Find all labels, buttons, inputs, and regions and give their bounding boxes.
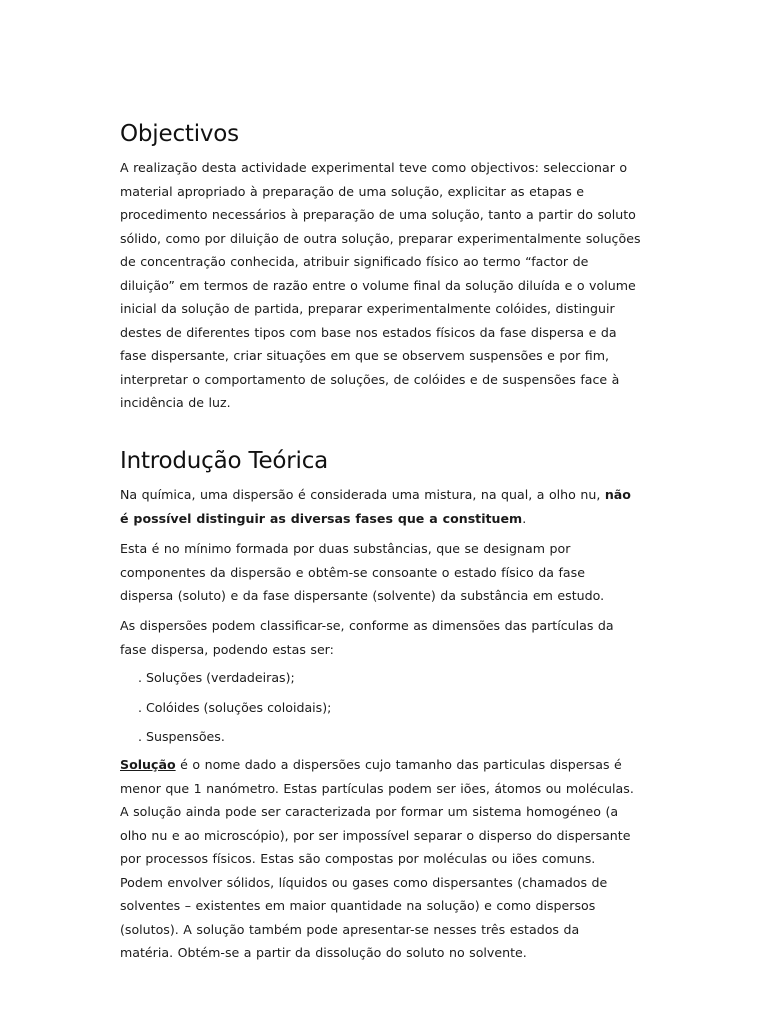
text-line: dispersa (soluto) e da fase dispersante (solvente) da substância em estudo.	[120, 588, 605, 603]
text-line: inicial da solução de partida, preparar experimentalmente colóides, distinguir	[120, 301, 615, 316]
text-run: .	[522, 510, 527, 526]
text-line: menor que 1 nanómetro. Estas partículas podem ser iões, átomos ou moléculas.	[120, 780, 634, 796]
text-line: diluição” em termos de razão entre o volume final da solução diluída e o volume	[120, 277, 636, 293]
bold-text: é possível distinguir as diversas fases que a constituem	[120, 510, 523, 526]
text-line: incidência de luz.	[120, 395, 231, 410]
text-line	[120, 507, 650, 531]
text-line: A solução ainda pode ser caracterizada por formar um sistema homogéneo (a	[120, 804, 619, 819]
section-heading-introducao: Introdução Teórica	[120, 448, 329, 474]
text-line: olho nu e ao microscópio), por ser impossível separar o disperso do dispersante	[120, 827, 631, 843]
intro-paragraph-3	[120, 614, 650, 661]
text-line: solventes – existentes em maior quantidade na solução) e como dispersos	[120, 898, 596, 913]
bold-text: não	[604, 487, 631, 502]
text-line: interpretar o comportamento de soluções, de colóides e de suspensões face à	[120, 371, 620, 387]
objectivos-paragraph	[120, 156, 650, 415]
text-line: Podem envolver sólidos, líquidos ou gases como dispersantes (chamados de	[120, 874, 608, 890]
text-line: por processos físicos. Estas são compostas por moléculas ou iões comuns.	[120, 851, 596, 866]
list-item-coloides: . Colóides (soluções coloidais);	[138, 700, 332, 715]
text-line: matéria. Obtém-se a partir da dissolução do soluto no solvente.	[120, 945, 527, 960]
text-line: A realização desta actividade experimental teve como objectivos: seleccionar o	[120, 160, 628, 175]
text-line: material apropriado à preparação de uma solução, explicitar as etapas e	[120, 183, 585, 199]
term-solucao: Solução	[120, 757, 176, 772]
text-line: destes de diferentes tipos com base nos estados físicos da fase dispersa e da	[120, 324, 617, 340]
section-heading-objectivos: Objectivos	[120, 121, 239, 147]
text-line: fase dispersante, criar situações em que se observem suspensões e por fim,	[120, 348, 609, 363]
text-line: sólido, como por diluição de outra solução, preparar experimentalmente soluções	[120, 230, 641, 246]
text-line	[120, 753, 650, 777]
intro-paragraph-4	[120, 753, 650, 965]
intro-paragraph-2	[120, 537, 650, 608]
text-line: componentes da dispersão e obtêm-se consoante o estado físico da fase	[120, 564, 585, 580]
text-line	[120, 483, 650, 507]
list-item-solucoes: . Soluções (verdadeiras);	[138, 670, 295, 685]
text-run: Na química, uma dispersão é considerada uma mistura, na qual, a olho nu,	[120, 487, 605, 502]
text-run: é o nome dado a dispersões cujo tamanho das particulas dispersas é	[175, 757, 622, 772]
text-line: de concentração conhecida, atribuir significado físico ao termo “factor de	[120, 254, 589, 269]
text-line: As dispersões podem classificar-se, conforme as dimensões das partículas da	[120, 618, 614, 633]
text-line: procedimento necessários à preparação de uma solução, tanto a partir do soluto	[120, 207, 636, 222]
text-line: Esta é no mínimo formada por duas substâncias, que se designam por	[120, 541, 571, 556]
text-line: fase dispersa, podendo estas ser:	[120, 641, 334, 657]
intro-paragraph-1	[120, 483, 650, 530]
list-item-suspensoes: . Suspensões.	[138, 729, 225, 744]
text-line: (solutos). A solução também pode apresentar-se nesses três estados da	[120, 921, 580, 937]
